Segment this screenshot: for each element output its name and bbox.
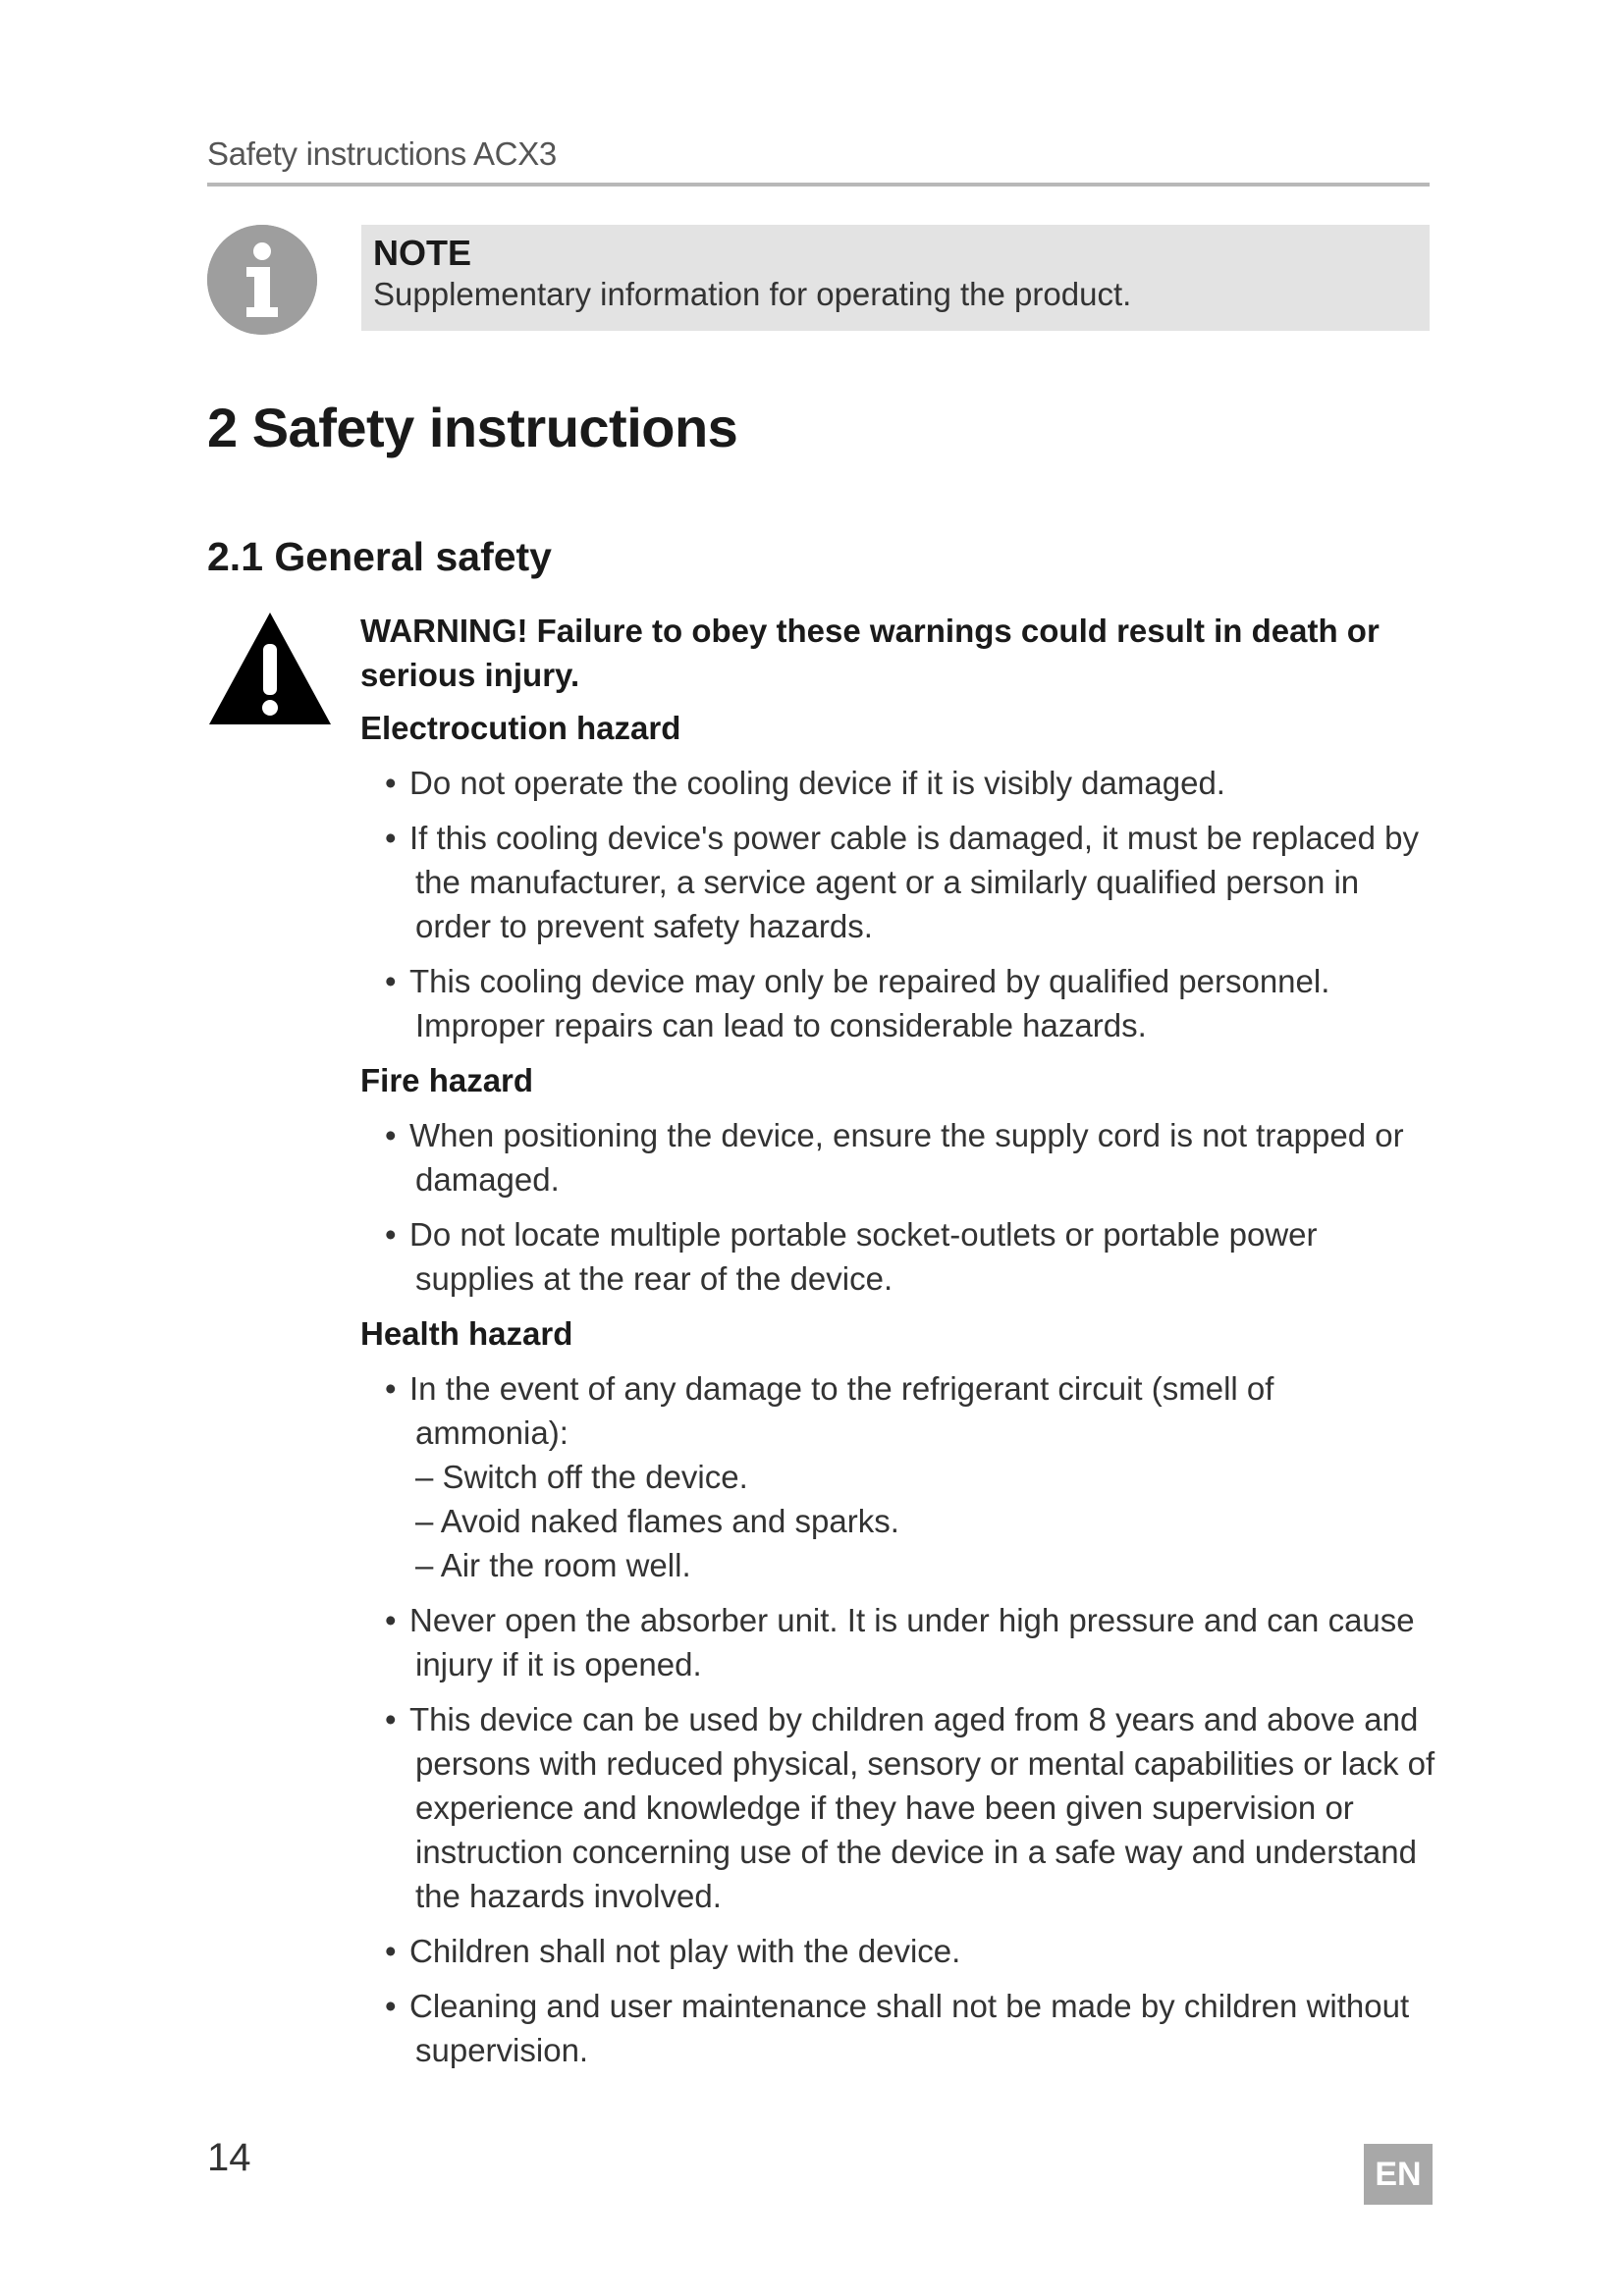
health-hazard-list xyxy=(360,1366,1435,2072)
page-number: 14 xyxy=(207,2136,251,2179)
fire-hazard-heading: Fire hazard xyxy=(360,1062,534,1098)
electrocution-hazard-list xyxy=(360,761,1435,1047)
list-item: • Children shall not play with the device. xyxy=(385,1933,961,1969)
list-item: • Do not locate multiple portable socket-outlets or portable power supplies at the rear of the device. xyxy=(385,1216,1318,1297)
list-item: • This device can be used by children aged from 8 years and above and persons with reduced physical, sensory or mental capabilities or lack of experience and knowledge if they have been given supervision or instruction concerning use of the device in a safe way and understand the hazards involved. xyxy=(385,1701,1435,1914)
list-item: • This cooling device may only be repaired by qualified personnel. Improper repairs can lead to considerable hazards. xyxy=(385,963,1330,1043)
list-item: • Cleaning and user maintenance shall not be made by children without supervision. xyxy=(385,1988,1410,2068)
list-item: • In the event of any damage to the refrigerant circuit (smell of ammonia): – Switch off the device. – Avoid naked flames and sparks. – Air the room well. xyxy=(360,1366,1435,1587)
section-title: 2.1 General safety xyxy=(207,534,552,579)
list-item: • When positioning the device, ensure the supply cord is not trapped or damaged. xyxy=(385,1117,1404,1198)
refrigerant-step: – Air the room well. xyxy=(415,1547,691,1583)
list-item: • Never open the absorber unit. It is under high pressure and can cause injury if it is opened. xyxy=(385,1602,1415,1682)
fire-hazard-list xyxy=(360,1113,1435,1301)
header-divider xyxy=(207,183,1430,187)
list-item: • If this cooling device's power cable is damaged, it must be replaced by the manufacturer, a service agent or a similarly qualified person in order to prevent safety hazards. xyxy=(385,820,1420,944)
refrigerant-step: – Switch off the device. xyxy=(415,1459,748,1495)
info-icon xyxy=(207,225,317,335)
running-header: Safety instructions ACX3 xyxy=(207,135,557,172)
health-hazard-heading: Health hazard xyxy=(360,1315,573,1352)
safety-content xyxy=(360,609,1435,2083)
chapter-title: 2 Safety instructions xyxy=(207,397,738,458)
electrocution-hazard-heading: Electrocution hazard xyxy=(360,710,681,746)
list-item: • Do not operate the cooling device if it is visibly damaged. xyxy=(385,765,1225,801)
note-title: NOTE xyxy=(373,233,472,273)
note-box xyxy=(361,225,1430,331)
refrigerant-step: – Avoid naked flames and sparks. xyxy=(415,1503,899,1539)
warning-text: WARNING! Failure to obey these warnings could result in death or serious injury. xyxy=(360,613,1380,693)
language-badge: EN xyxy=(1364,2144,1433,2205)
warning-triangle-icon xyxy=(207,611,333,726)
note-text: Supplementary information for operating the product. xyxy=(373,276,1132,312)
refrigerant-steps xyxy=(415,1455,1435,1587)
